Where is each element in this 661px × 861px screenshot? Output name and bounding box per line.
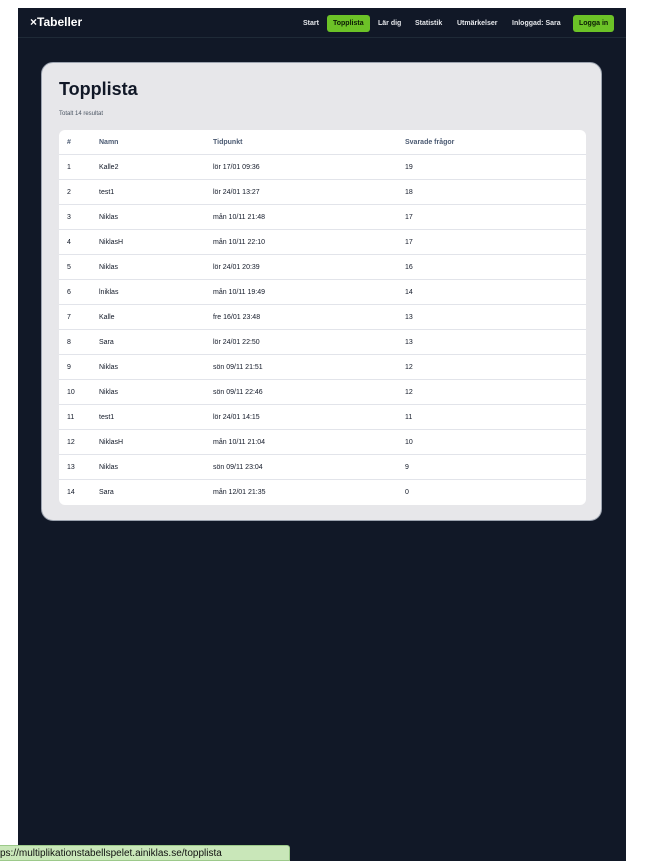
cell-answered: 19 bbox=[405, 164, 413, 171]
page-title: Topplista bbox=[59, 79, 138, 99]
cell-time: mån 10/11 21:04 bbox=[213, 439, 266, 446]
cell-time: lör 17/01 09:36 bbox=[213, 164, 260, 171]
cell-time: lör 24/01 13:27 bbox=[213, 189, 260, 196]
cell-name: Niklas bbox=[99, 214, 119, 221]
table-row bbox=[59, 430, 586, 455]
cell-name: Niklas bbox=[99, 464, 119, 471]
header-time: Tidpunkt bbox=[213, 139, 243, 146]
cell-answered: 10 bbox=[405, 439, 413, 446]
nav-topplista[interactable]: Topplista bbox=[327, 15, 370, 32]
table-row bbox=[59, 255, 586, 280]
cell-rank: 5 bbox=[67, 264, 71, 271]
cell-time: sön 09/11 21:51 bbox=[213, 364, 263, 371]
cell-answered: 13 bbox=[405, 339, 413, 346]
cell-time: mån 12/01 21:35 bbox=[213, 489, 266, 496]
cell-rank: 2 bbox=[67, 189, 71, 196]
cell-name: lniklas bbox=[99, 289, 119, 296]
nav-start[interactable]: Start bbox=[303, 20, 319, 27]
logged-in-user: Inloggad: Sara bbox=[512, 20, 561, 27]
cell-rank: 6 bbox=[67, 289, 71, 296]
cell-name: Niklas bbox=[99, 364, 119, 371]
cell-name: Kalle bbox=[99, 314, 115, 321]
cell-answered: 9 bbox=[405, 464, 409, 471]
cell-name: NiklasH bbox=[99, 239, 124, 246]
header-answered: Svarade frågor bbox=[405, 139, 455, 146]
cell-time: lör 24/01 14:15 bbox=[213, 414, 260, 421]
table-row bbox=[59, 455, 586, 480]
cell-answered: 16 bbox=[405, 264, 413, 271]
table-row bbox=[59, 155, 586, 180]
cell-name: Sara bbox=[99, 489, 114, 496]
leaderboard-table bbox=[59, 130, 586, 505]
table-header bbox=[59, 130, 586, 155]
cell-time: mån 10/11 19:49 bbox=[213, 289, 266, 296]
page bbox=[18, 8, 626, 861]
table-row bbox=[59, 380, 586, 405]
cell-name: NiklasH bbox=[99, 439, 124, 446]
nav-utmarkelser[interactable]: Utmärkelser bbox=[457, 20, 498, 27]
cell-rank: 1 bbox=[67, 164, 71, 171]
status-bar-url: ps://multiplikationstabellspelet.ainiklas.se/topplista bbox=[0, 845, 290, 861]
total-count: Totalt 14 resultat bbox=[59, 111, 104, 117]
cell-name: test1 bbox=[99, 414, 115, 421]
cell-time: lör 24/01 20:39 bbox=[213, 264, 260, 271]
cell-answered: 17 bbox=[405, 239, 413, 246]
table-row bbox=[59, 480, 586, 505]
cell-rank: 4 bbox=[67, 239, 71, 246]
cell-rank: 13 bbox=[67, 464, 75, 471]
cell-name: Niklas bbox=[99, 264, 119, 271]
cell-time: sön 09/11 23:04 bbox=[213, 464, 263, 471]
login-button[interactable]: Logga in bbox=[573, 15, 614, 32]
table-row bbox=[59, 330, 586, 355]
cell-rank: 3 bbox=[67, 214, 71, 221]
cell-answered: 17 bbox=[405, 214, 413, 221]
cell-time: sön 09/11 22:46 bbox=[213, 389, 263, 396]
cell-time: mån 10/11 22:10 bbox=[213, 239, 266, 246]
cell-answered: 13 bbox=[405, 314, 413, 321]
navbar bbox=[18, 8, 626, 38]
table-row bbox=[59, 230, 586, 255]
cell-name: Kalle2 bbox=[99, 164, 119, 171]
cell-rank: 14 bbox=[67, 489, 75, 496]
header-rank: # bbox=[67, 139, 71, 146]
table-row bbox=[59, 355, 586, 380]
cell-rank: 8 bbox=[67, 339, 71, 346]
table-row bbox=[59, 405, 586, 430]
cell-answered: 0 bbox=[405, 489, 409, 496]
cell-rank: 11 bbox=[67, 414, 75, 421]
nav-statistik[interactable]: Statistik bbox=[415, 20, 443, 27]
table-row bbox=[59, 180, 586, 205]
cell-time: lör 24/01 22:50 bbox=[213, 339, 260, 346]
cell-rank: 7 bbox=[67, 314, 71, 321]
nav-lar-dig[interactable]: Lär dig bbox=[378, 20, 402, 27]
cell-rank: 10 bbox=[67, 389, 75, 396]
logo[interactable]: ×Tabeller bbox=[30, 15, 83, 29]
cell-time: mån 10/11 21:48 bbox=[213, 214, 266, 221]
cell-answered: 14 bbox=[405, 289, 413, 296]
table-row bbox=[59, 305, 586, 330]
cell-answered: 11 bbox=[405, 414, 413, 421]
cell-time: fre 16/01 23:48 bbox=[213, 314, 261, 321]
table-row bbox=[59, 205, 586, 230]
cell-name: Sara bbox=[99, 339, 114, 346]
table-row bbox=[59, 280, 586, 305]
cell-name: Niklas bbox=[99, 389, 119, 396]
leaderboard-card bbox=[41, 62, 602, 521]
cell-answered: 18 bbox=[405, 189, 413, 196]
cell-answered: 12 bbox=[405, 364, 413, 371]
cell-answered: 12 bbox=[405, 389, 413, 396]
header-name: Namn bbox=[99, 139, 119, 146]
cell-rank: 12 bbox=[67, 439, 75, 446]
cell-rank: 9 bbox=[67, 364, 71, 371]
cell-name: test1 bbox=[99, 189, 115, 196]
